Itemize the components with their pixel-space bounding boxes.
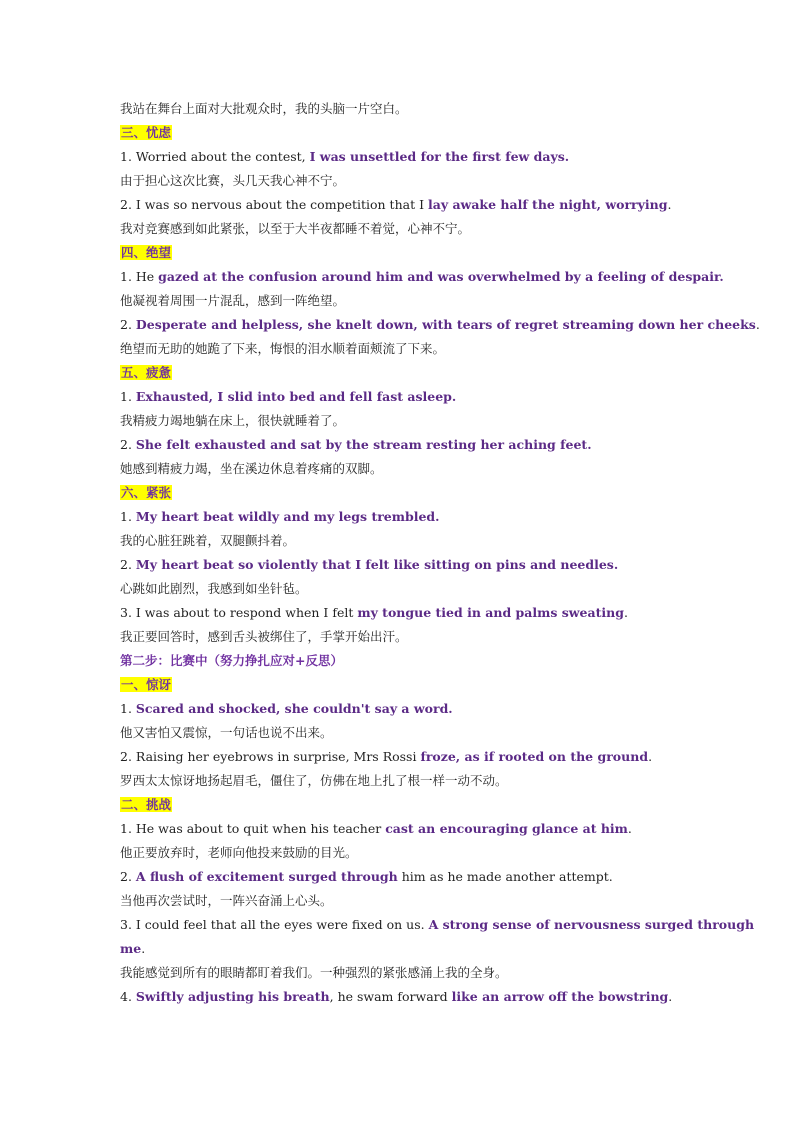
- sentence-text: 1.: [120, 701, 136, 716]
- sentence-text: 3. I could feel that all the eyes were fixed on us.: [120, 917, 429, 932]
- highlighted-phrase: me: [120, 941, 142, 956]
- sentence-text: 2.: [120, 557, 136, 572]
- highlighted-phrase: cast an encouraging glance at him: [385, 821, 628, 836]
- sentence-text: 他正要放弃时，老师向他投来鼓励的目光。: [120, 845, 358, 860]
- sentence-text: .: [755, 317, 760, 332]
- chinese-translation-line: [120, 97, 680, 121]
- chinese-translation-line: [120, 769, 680, 793]
- highlighted-phrase: Exhausted, I slid into bed and fell fast asleep.: [135, 389, 457, 404]
- section-heading-text: 六、紧张: [121, 485, 172, 500]
- english-sentence-line: [120, 601, 680, 625]
- sentence-text: 她感到精疲力竭，坐在溪边休息着疼痛的双脚。: [120, 461, 383, 476]
- english-sentence-line: [120, 265, 724, 289]
- chinese-translation-line: [120, 841, 680, 865]
- english-sentence-line: [120, 193, 680, 217]
- highlighted-phrase: Scared and shocked, she couldn't say a word.: [135, 701, 453, 716]
- section-heading: [120, 481, 680, 505]
- sentence-text: 2.: [120, 869, 136, 884]
- sentence-text: .: [627, 821, 632, 836]
- section-heading-text: 二、挑战: [121, 797, 172, 812]
- section-heading: [120, 361, 680, 385]
- highlighted-phrase: A strong sense of nervousness surged through: [428, 917, 755, 932]
- highlighted-phrase: like an arrow off the bowstring: [451, 989, 669, 1004]
- sentence-text: .: [667, 197, 672, 212]
- sentence-text: 当他再次尝试时，一阵兴奋涌上心头。: [120, 893, 333, 908]
- sentence-text: 2. Raising her eyebrows in surprise, Mrs Rossi: [120, 749, 421, 764]
- sentence-text: him as he made another attempt.: [397, 869, 613, 884]
- sentence-text: 2.: [120, 317, 136, 332]
- sentence-text: 我对竞赛感到如此紧张，以至于大半夜都睡不着觉，心神不宁。: [120, 221, 471, 236]
- highlighted-phrase: I was unsettled for the first few days.: [309, 149, 570, 164]
- section-heading-text: 四、绝望: [121, 245, 172, 260]
- english-sentence-line: [120, 745, 680, 769]
- sentence-text: 心跳如此剧烈，我感到如坐针毡。: [120, 581, 308, 596]
- english-sentence-line: [120, 697, 680, 721]
- highlighted-phrase: My heart beat wildly and my legs trembled.: [135, 509, 440, 524]
- sentence-text: 我站在舞台上面对大批观众时，我的头脑一片空白。: [120, 101, 408, 116]
- section-heading: [120, 241, 680, 265]
- sentence-text: 由于担心这次比赛，头几天我心神不宁。: [120, 173, 346, 188]
- english-sentence-line: [120, 385, 680, 409]
- english-sentence-line: [120, 145, 680, 169]
- chinese-translation-line: [120, 529, 680, 553]
- sentence-text: 2. I was so nervous about the competition that I: [120, 197, 428, 212]
- section-heading-text: 一、惊讶: [121, 677, 172, 692]
- chinese-translation-line: [120, 457, 680, 481]
- sentence-text: 1. Worried about the contest,: [120, 149, 310, 164]
- chinese-translation-line: [120, 169, 680, 193]
- english-sentence-line: [120, 553, 680, 577]
- chinese-translation-line: [120, 625, 680, 649]
- english-sentence-line: [120, 865, 680, 889]
- sentence-text: 1. He was about to quit when his teacher: [120, 821, 386, 836]
- sentence-text: 我精疲力竭地躺在床上，很快就睡着了。: [120, 413, 346, 428]
- sentence-text: 1.: [120, 509, 136, 524]
- step-heading: [120, 649, 680, 673]
- english-sentence-line: [120, 313, 760, 337]
- english-sentence-line: [120, 937, 680, 961]
- section-heading: [120, 793, 680, 817]
- step-heading-text: 第二步：比赛中（努力挣扎应对+反思）: [120, 653, 343, 668]
- sentence-text: .: [668, 989, 673, 1004]
- highlighted-phrase: My heart beat so violently that I felt like sitting on pins and needles.: [135, 557, 619, 572]
- section-heading: [120, 121, 680, 145]
- highlighted-phrase: gazed at the confusion around him and was overwhelmed by a feeling of despair.: [158, 269, 724, 284]
- sentence-text: 我能感觉到所有的眼睛都盯着我们。一种强烈的紧张感涌上我的全身。: [120, 965, 508, 980]
- english-sentence-line: [120, 817, 680, 841]
- sentence-text: 他又害怕又震惊，一句话也说不出来。: [120, 725, 333, 740]
- english-sentence-line: [120, 985, 680, 1009]
- sentence-text: 1.: [120, 389, 136, 404]
- chinese-translation-line: [120, 289, 680, 313]
- sentence-text: 绝望而无助的她跪了下来，悔恨的泪水顺着面颊流了下来。: [120, 341, 446, 356]
- highlighted-phrase: She felt exhausted and sat by the stream resting her aching feet.: [135, 437, 592, 452]
- section-heading-text: 三、忧虑: [121, 125, 172, 140]
- sentence-text: 3. I was about to respond when I felt: [120, 605, 358, 620]
- highlighted-phrase: Desperate and helpless, she knelt down, with tears of regret streaming down her cheeks: [135, 317, 756, 332]
- sentence-text: 1. He: [120, 269, 159, 284]
- highlighted-phrase: my tongue tied in and palms sweating: [357, 605, 624, 620]
- chinese-translation-line: [120, 337, 680, 361]
- sentence-text: 他凝视着周围一片混乱，感到一阵绝望。: [120, 293, 346, 308]
- chinese-translation-line: [120, 961, 680, 985]
- chinese-translation-line: [120, 409, 680, 433]
- chinese-translation-line: [120, 889, 680, 913]
- highlighted-phrase: froze, as if rooted on the ground: [420, 749, 649, 764]
- english-sentence-line: [120, 505, 680, 529]
- sentence-text: .: [623, 605, 628, 620]
- highlighted-phrase: A flush of excitement surged through: [135, 869, 398, 884]
- chinese-translation-line: [120, 577, 680, 601]
- sentence-text: 2.: [120, 437, 136, 452]
- sentence-text: 4.: [120, 989, 136, 1004]
- sentence-text: 我的心脏狂跳着，双腿颤抖着。: [120, 533, 296, 548]
- chinese-translation-line: [120, 721, 680, 745]
- chinese-translation-line: [120, 217, 680, 241]
- highlighted-phrase: lay awake half the night, worrying: [428, 197, 668, 212]
- sentence-text: .: [141, 941, 146, 956]
- english-sentence-line: [120, 433, 680, 457]
- sentence-text: .: [648, 749, 653, 764]
- document-body: [120, 97, 760, 1009]
- sentence-text: , he swam forward: [329, 989, 452, 1004]
- sentence-text: 罗西太太惊讶地扬起眉毛，僵住了，仿佛在地上扎了根一样一动不动。: [120, 773, 508, 788]
- english-sentence-line: [120, 913, 755, 937]
- section-heading-text: 五、疲惫: [121, 365, 172, 380]
- highlighted-phrase: Swiftly adjusting his breath: [135, 989, 330, 1004]
- sentence-text: 我正要回答时，感到舌头被绑住了，手掌开始出汗。: [120, 629, 408, 644]
- section-heading: [120, 673, 680, 697]
